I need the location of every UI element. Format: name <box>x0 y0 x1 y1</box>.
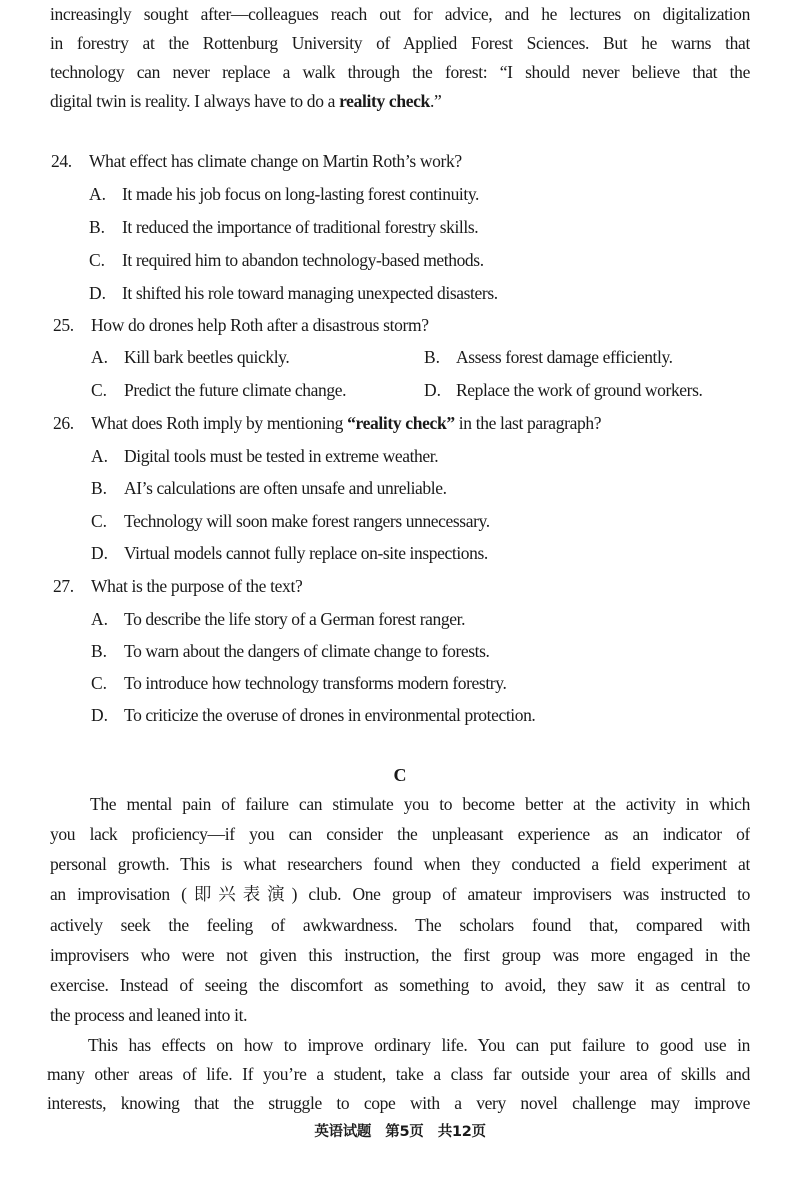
question-number: 25. <box>53 315 74 335</box>
option-text: Replace the work of ground workers. <box>456 380 703 400</box>
paragraph-line: personal growth. This is what researchers found when they conducted a field experiment at <box>50 854 750 874</box>
option-text: To criticize the overuse of drones in environmental protection. <box>124 705 536 725</box>
option-text: Kill bark beetles quickly. <box>124 347 290 367</box>
option-letter: D. <box>91 705 109 725</box>
option-letter: A. <box>91 446 109 466</box>
option-letter: B. <box>91 478 108 498</box>
option-text: To describe the life story of a German forest ranger. <box>124 609 466 629</box>
option-letter: D. <box>424 380 442 400</box>
option-text: Virtual models cannot fully replace on-site inspections. <box>124 543 488 563</box>
paragraph-line-last: the process and leaned into it. <box>50 1005 248 1025</box>
text-segment: .” <box>429 91 442 111</box>
paragraph-line: technology can never replace a walk through the forest: “I should never believe that the <box>50 62 750 82</box>
paragraph-line: This has effects on how to improve ordinary life. You can put failure to good use in <box>88 1035 750 1055</box>
option-letter: B. <box>91 641 108 661</box>
question-number: 24. <box>51 151 72 171</box>
paragraph-line-last <box>50 90 750 112</box>
section-label-c: C <box>393 765 407 785</box>
paragraph-line: improvisers who were not given this instruction, the first group was more engaged in the <box>50 945 750 965</box>
option-text: It reduced the importance of traditional forestry skills. <box>122 217 479 237</box>
option-letter: B. <box>424 347 441 367</box>
option-letter: A. <box>91 347 109 367</box>
paragraph-line: exercise. Instead of seeing the discomfort as something to avoid, they saw it as central to <box>50 975 750 995</box>
text-segment: What does Roth imply by mentioning <box>91 413 348 433</box>
option-text: Technology will soon make forest rangers unnecessary. <box>124 511 490 531</box>
option-letter: D. <box>89 283 107 303</box>
option-text: It made his job focus on long-lasting forest continuity. <box>122 184 480 204</box>
option-text: To warn about the dangers of climate change to forests. <box>124 641 490 661</box>
text-segment: in the last paragraph? <box>454 413 602 433</box>
question-number: 26. <box>53 413 74 433</box>
text-segment: digital twin is reality. I always have to do a <box>50 91 340 111</box>
option-text: Predict the future climate change. <box>124 380 347 400</box>
question-text: What effect has climate change on Martin Roth’s work? <box>89 151 462 171</box>
paragraph-line: you lack proficiency—if you can consider the unpleasant experience as an indicator of <box>50 824 750 844</box>
option-text: AI’s calculations are often unsafe and unreliable. <box>124 478 447 498</box>
option-text: It shifted his role toward managing unexpected disasters. <box>122 283 498 303</box>
option-text: Assess forest damage efficiently. <box>456 347 673 367</box>
option-letter: D. <box>91 543 109 563</box>
option-letter: C. <box>91 673 108 693</box>
emphasis-reality-check: “reality check” <box>347 413 455 433</box>
option-text: It required him to abandon technology-based methods. <box>122 250 484 270</box>
paragraph-line: actively seek the feeling of awkwardness. The scholars found that, compared with <box>50 915 750 935</box>
option-letter: B. <box>89 217 106 237</box>
emphasis-reality-check: reality check <box>339 91 430 111</box>
question-text: How do drones help Roth after a disastrous storm? <box>91 315 429 335</box>
option-text: To introduce how technology transforms modern forestry. <box>124 673 507 693</box>
paragraph-line: increasingly sought after—colleagues reach out for advice, and he lectures on digitalization <box>50 4 750 24</box>
paragraph-line: an improvisation (即兴表演) club. One group of amateur improvisers was instructed to <box>50 884 750 904</box>
question-text: What is the purpose of the text? <box>91 576 303 596</box>
option-letter: A. <box>89 184 107 204</box>
option-letter: C. <box>91 511 108 531</box>
paragraph-line: The mental pain of failure can stimulate you to become better at the activity in which <box>90 794 750 814</box>
option-text: Digital tools must be tested in extreme weather. <box>124 446 439 466</box>
page-footer: 英语试题 第5页 共12页 <box>314 1124 486 1140</box>
paragraph-line: in forestry at the Rottenburg University of Applied Forest Sciences. But he warns that <box>50 33 750 53</box>
paragraph-line: many other areas of life. If you’re a student, take a class far outside your area of skills and <box>47 1064 750 1084</box>
paragraph-line: interests, knowing that the struggle to cope with a very novel challenge may improve <box>47 1093 750 1113</box>
option-letter: A. <box>91 609 109 629</box>
question-text <box>91 412 601 434</box>
question-number: 27. <box>53 576 74 596</box>
option-letter: C. <box>89 250 106 270</box>
option-letter: C. <box>91 380 108 400</box>
